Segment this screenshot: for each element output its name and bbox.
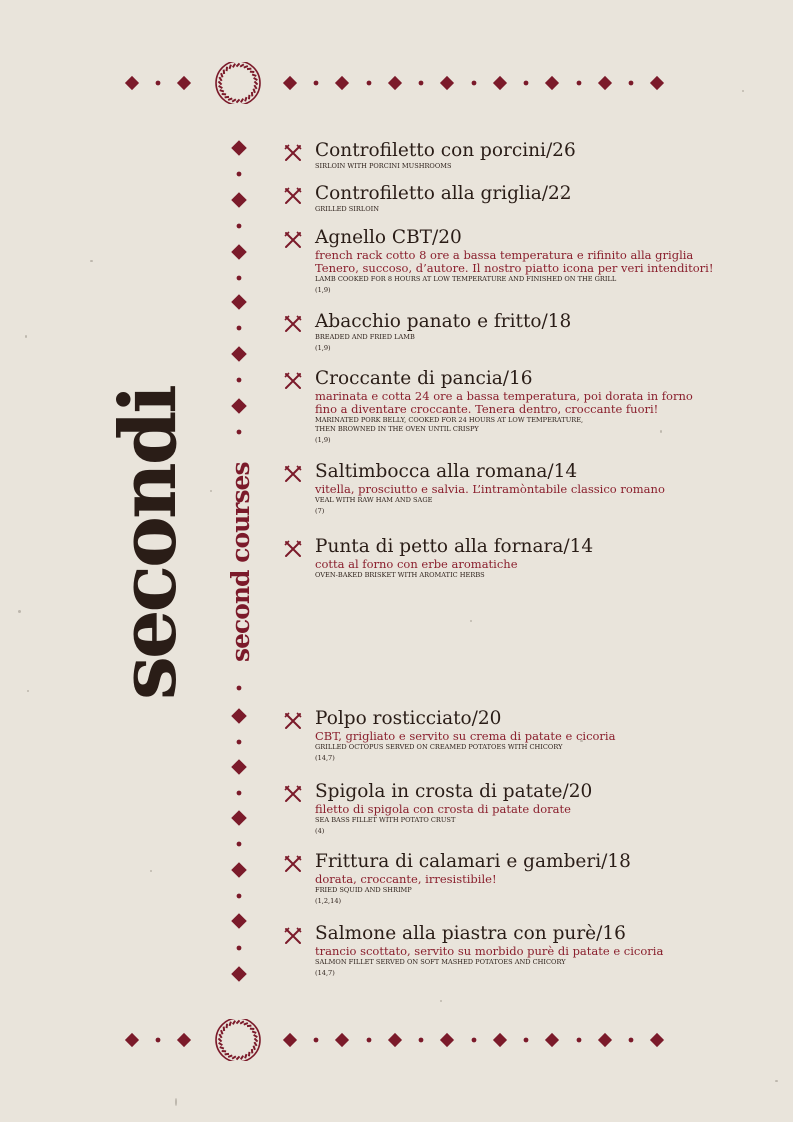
diamond-icon	[493, 76, 507, 90]
diamond-icon	[125, 76, 139, 90]
dish-description-en: GRILLED OCTOPUS SERVED ON CREAMED POTATOES WITH CHICORY	[315, 743, 563, 751]
diamond-icon	[231, 862, 247, 878]
dot-icon	[237, 842, 242, 847]
dot-icon	[314, 81, 319, 86]
dot-icon	[237, 430, 242, 435]
crossed-utensils-icon	[284, 855, 302, 873]
dish-description-it: trancio scottato, servito su morbido purè di patate e cicoria	[315, 944, 664, 958]
diamond-icon	[231, 140, 247, 156]
dot-icon	[237, 791, 242, 796]
dish-description-it: CBT, grigliato e servito su crema di patate e cicoria	[315, 729, 616, 743]
dot-icon	[524, 81, 529, 86]
dish-details	[315, 249, 775, 296]
dot-icon	[367, 1038, 372, 1043]
dish-description-en: FRIED SQUID AND SHRIMP	[315, 886, 412, 894]
dot-icon	[156, 81, 161, 86]
dot-icon	[472, 81, 477, 86]
diamond-icon	[335, 1033, 349, 1047]
dot-icon	[419, 1038, 424, 1043]
diamond-icon	[231, 759, 247, 775]
diamond-icon	[650, 76, 664, 90]
dot-icon	[472, 1038, 477, 1043]
crossed-utensils-icon	[284, 540, 302, 558]
dish-name: Abacchio panato e fritto/18	[315, 311, 572, 332]
diamond-icon	[598, 76, 612, 90]
dot-icon	[237, 740, 242, 745]
dish-description-it: filetto di spigola con crosta di patate dorate	[315, 802, 571, 816]
allergen-codes: (1,2,14)	[315, 897, 342, 905]
dish-details	[315, 803, 775, 837]
crossed-utensils-icon	[284, 231, 302, 249]
dish-description-it: french rack cotto 8 ore a bassa temperatura e rifinito alla griglia	[315, 248, 694, 262]
dot-icon	[577, 81, 582, 86]
dish-details	[315, 945, 775, 979]
allergen-codes: (14,7)	[315, 754, 335, 762]
dot-icon	[237, 378, 242, 383]
dish-description-it: marinata e cotta 24 ore a bassa temperatura, poi dorata in forno	[315, 389, 693, 403]
dot-icon	[237, 894, 242, 899]
dish-name: Polpo rosticciato/20	[315, 708, 502, 729]
dish-name: Croccante di pancia/16	[315, 368, 533, 389]
crossed-utensils-icon	[284, 785, 302, 803]
dot-icon	[419, 81, 424, 86]
dot-icon	[237, 172, 242, 177]
dot-icon	[629, 81, 634, 86]
dot-icon	[156, 1038, 161, 1043]
diamond-icon	[335, 76, 349, 90]
dish-details	[315, 483, 775, 517]
dish-description-en: LAMB COOKED FOR 8 HOURS AT LOW TEMPERATURE AND FINISHED ON THE GRILL	[315, 275, 617, 283]
dish-name: Controfiletto alla griglia/22	[315, 183, 572, 204]
crossed-utensils-icon	[284, 465, 302, 483]
wreath-ornament-icon	[216, 1019, 260, 1061]
diamond-icon	[440, 76, 454, 90]
dish-name: Salmone alla piastra con purè/16	[315, 923, 626, 944]
dish-details	[315, 730, 775, 764]
dish-details	[315, 873, 775, 907]
diamond-icon	[231, 913, 247, 929]
dish-name: Punta di petto alla fornara/14	[315, 536, 594, 557]
section-subtitle: second courses	[226, 462, 255, 662]
allergen-codes: (4)	[315, 827, 325, 835]
dish-name: Frittura di calamari e gamberi/18	[315, 851, 631, 872]
dot-icon	[629, 1038, 634, 1043]
dot-icon	[577, 1038, 582, 1043]
dish-description-en: OVEN-BAKED BRISKET WITH AROMATIC HERBS	[315, 571, 485, 579]
dot-icon	[524, 1038, 529, 1043]
dish-description-it: cotta al forno con erbe aromatiche	[315, 557, 518, 571]
dish-description-it: dorata, croccante, irresistibile!	[315, 872, 497, 886]
dot-icon	[237, 224, 242, 229]
dish-details	[315, 558, 775, 580]
diamond-icon	[388, 1033, 402, 1047]
dot-icon	[237, 276, 242, 281]
dish-description-en: SALMON FILLET SERVED ON SOFT MASHED POTATOES AND CHICORY	[315, 958, 566, 966]
diamond-icon	[231, 192, 247, 208]
crossed-utensils-icon	[284, 712, 302, 730]
dish-name: Controfiletto con porcini/26	[315, 140, 576, 161]
dish-description-it: fino a diventare croccante. Tenera dentro, croccante fuori!	[315, 402, 659, 416]
dish-description-en: GRILLED SIRLOIN	[315, 205, 380, 213]
diamond-icon	[598, 1033, 612, 1047]
diamond-icon	[388, 76, 402, 90]
dot-icon	[237, 946, 242, 951]
diamond-icon	[231, 708, 247, 724]
allergen-codes: (1,9)	[315, 436, 331, 444]
diamond-icon	[440, 1033, 454, 1047]
diamond-icon	[231, 294, 247, 310]
dish-description-it: Tenero, succoso, d’autore. Il nostro piatto icona per veri intenditori!	[315, 261, 714, 275]
dish-name: Agnello CBT/20	[315, 227, 462, 248]
dish-details	[315, 390, 775, 446]
dish-name: Spigola in crosta di patate/20	[315, 781, 593, 802]
allergen-codes: (14,7)	[315, 969, 335, 977]
crossed-utensils-icon	[284, 372, 302, 390]
diamond-icon	[545, 76, 559, 90]
diamond-icon	[493, 1033, 507, 1047]
allergen-codes: (1,9)	[315, 344, 331, 352]
crossed-utensils-icon	[284, 144, 302, 162]
diamond-icon	[283, 1033, 297, 1047]
dot-icon	[237, 326, 242, 331]
crossed-utensils-icon	[284, 315, 302, 333]
diamond-icon	[231, 244, 247, 260]
diamond-icon	[231, 346, 247, 362]
dot-icon	[314, 1038, 319, 1043]
dish-description-en: SIRLOIN WITH PORCINI MUSHROOMS	[315, 162, 452, 170]
diamond-icon	[177, 1033, 191, 1047]
dish-description-en: VEAL WITH RAW HAM AND SAGE	[315, 496, 433, 504]
bottom-border	[0, 1019, 793, 1059]
diamond-icon	[231, 398, 247, 414]
dot-icon	[237, 686, 242, 691]
dish-description-en: MARINATED PORK BELLY, COOKED FOR 24 HOURS AT LOW TEMPERATURE,	[315, 416, 584, 424]
dish-description-en: BREADED AND FRIED LAMB	[315, 333, 415, 341]
dish-description-en: SEA BASS FILLET WITH POTATO CRUST	[315, 816, 456, 824]
crossed-utensils-icon	[284, 187, 302, 205]
allergen-codes: (1,9)	[315, 286, 331, 294]
diamond-icon	[231, 966, 247, 982]
diamond-icon	[283, 76, 297, 90]
dot-icon	[367, 81, 372, 86]
diamond-icon	[545, 1033, 559, 1047]
allergen-codes: (7)	[315, 507, 325, 515]
dish-details	[315, 205, 775, 214]
dish-description-en: THEN BROWNED IN THE OVEN UNTIL CRISPY	[315, 425, 479, 433]
diamond-icon	[125, 1033, 139, 1047]
dish-details	[315, 162, 775, 171]
diamond-icon	[231, 810, 247, 826]
dish-description-it: vitella, prosciutto e salvia. L’intramòntabile classico romano	[315, 482, 665, 496]
diamond-icon	[177, 76, 191, 90]
diamond-icon	[650, 1033, 664, 1047]
dish-name: Saltimbocca alla romana/14	[315, 461, 578, 482]
section-title: secondi	[103, 387, 194, 700]
crossed-utensils-icon	[284, 927, 302, 945]
dish-details	[315, 333, 775, 354]
top-border	[0, 62, 793, 102]
wreath-ornament-icon	[216, 62, 260, 104]
